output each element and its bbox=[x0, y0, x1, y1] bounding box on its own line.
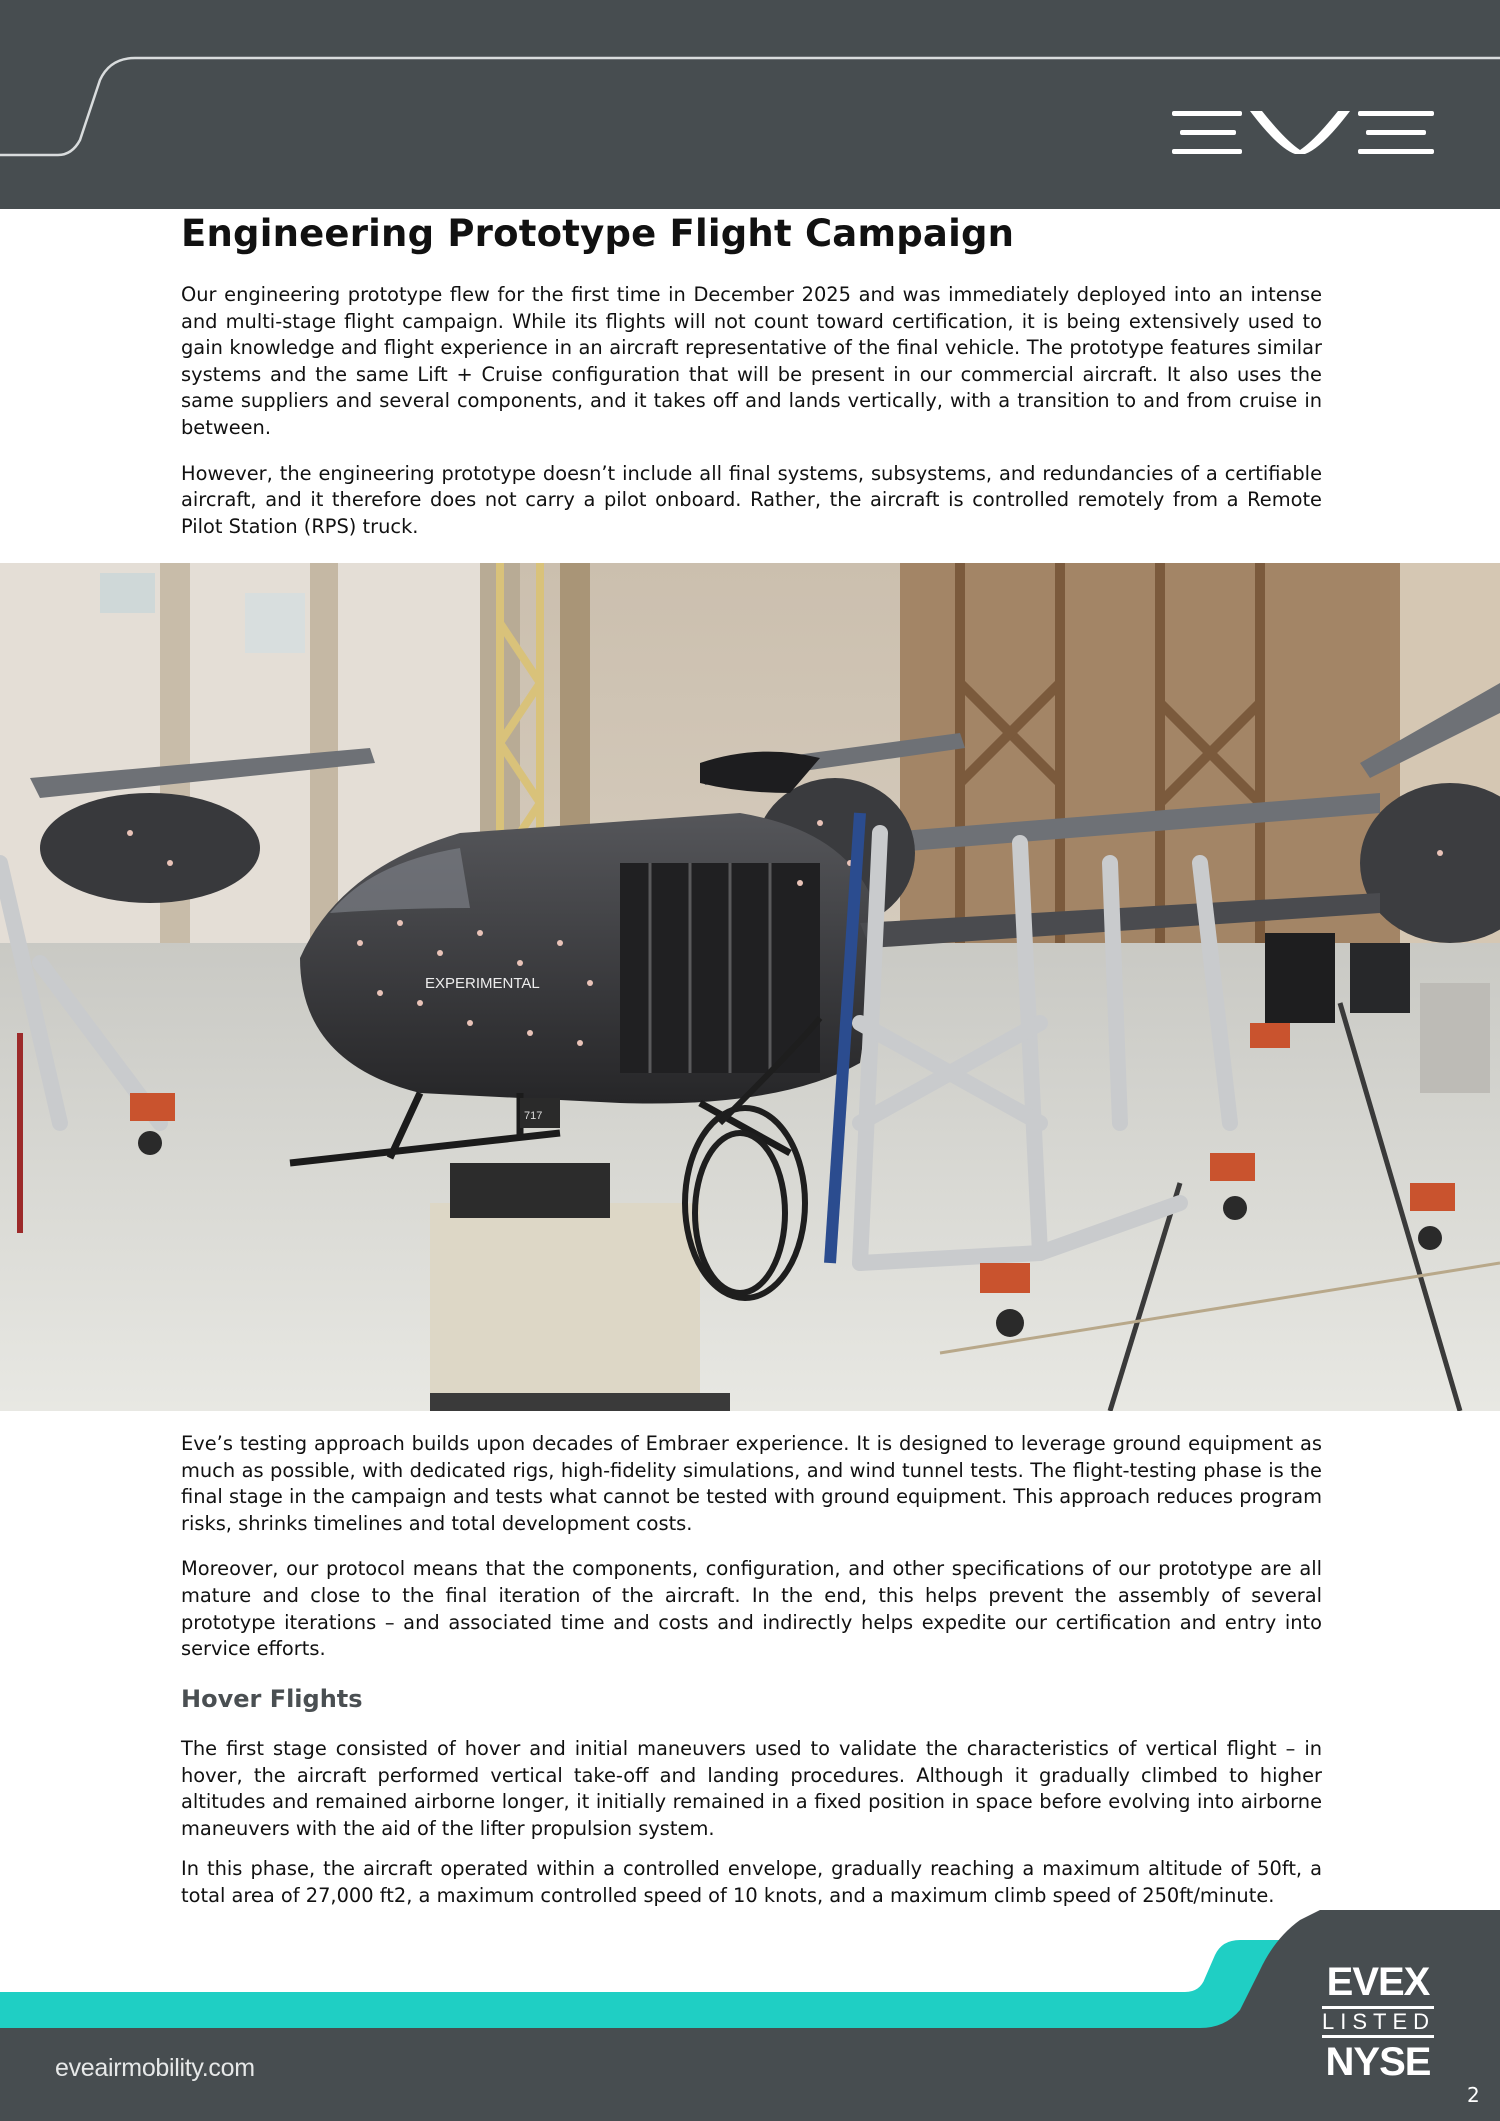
page-header bbox=[0, 0, 1500, 209]
fuselage-label: EXPERIMENTAL bbox=[425, 975, 540, 992]
page-footer bbox=[0, 1910, 1500, 2121]
header-decoration bbox=[0, 0, 1500, 209]
page-title: Engineering Prototype Flight Campaign bbox=[181, 212, 1015, 255]
testing-paragraph: Moreover, our protocol means that the components, configuration, and other specifications of our prototype are all mature and close to the final iteration of the aircraft. In the end, this helps prevent the assembly of several prototype iterations – and associated time and costs and indirectly helps expedite our certification and entry into service efforts. bbox=[181, 1557, 1322, 1661]
nyse-listing-badge bbox=[1318, 1960, 1438, 2084]
intro-paragraph: However, the engineering prototype doesn’t include all final systems, subsystems, and redundancies of a certifiable aircraft, and it therefore does not carry a pilot onboard. Rather, the aircraft is controlled remotely from a Remote Pilot Station (RPS) truck. bbox=[181, 461, 1322, 538]
testing-section bbox=[181, 1431, 1322, 1663]
section-heading-hover-flights: Hover Flights bbox=[181, 1685, 363, 1713]
website-link[interactable]: eveairmobility.com bbox=[55, 2054, 255, 2082]
hover-paragraph: The first stage consisted of hover and initial maneuvers used to validate the characteristics of vertical flight – in hover, the aircraft performed vertical take-off and landing procedures. Although it gradually climbed to higher altitudes and remained airborne longer, it initially remained in a fixed position in space before evolving into airborne maneuvers with the aid of the lifter propulsion system. bbox=[181, 1737, 1322, 1840]
intro-section bbox=[181, 282, 1322, 540]
badge-exchange: NYSE bbox=[1325, 2040, 1431, 2084]
eve-logo bbox=[1172, 111, 1434, 154]
hover-section bbox=[181, 1736, 1322, 1910]
hover-paragraph: In this phase, the aircraft operated within a controlled envelope, gradually reaching a maximum altitude of 50ft, a total area of 27,000 ft2, a maximum controlled speed of 10 knots, and a maximum climb speed of 250ft/minute. bbox=[181, 1857, 1322, 1907]
badge-ticker: EVEX bbox=[1326, 1960, 1430, 2004]
intro-paragraph: Our engineering prototype flew for the first time in December 2025 and was immediately deployed into an intense and multi-stage flight campaign. While its flights will not count toward certification, it is being extensively used to gain knowledge and flight experience in an aircraft representative of the final vehicle. The prototype features similar systems and the same Lift + Cruise configuration that will be present in our commercial aircraft. It also uses the same suppliers and several components, and it takes off and lands vertically, with a transition to and from cruise in between. bbox=[181, 283, 1322, 439]
footer-decoration bbox=[0, 1910, 1500, 2121]
page-number: 2 bbox=[1467, 2083, 1480, 2107]
photo-tag-label: 717 bbox=[524, 1110, 543, 1122]
prototype-photo bbox=[0, 563, 1500, 1411]
badge-listed: LISTED bbox=[1322, 2006, 1434, 2038]
testing-paragraph: Eve’s testing approach builds upon decades of Embraer experience. It is designed to leverage ground equipment as much as possible, with dedicated rigs, high-fidelity simulations, and wind tunnel tests. The flight-testing phase is the final stage in the campaign and tests what cannot be tested with ground equipment. This approach reduces program risks, shrinks timelines and total development costs. bbox=[181, 1432, 1322, 1535]
